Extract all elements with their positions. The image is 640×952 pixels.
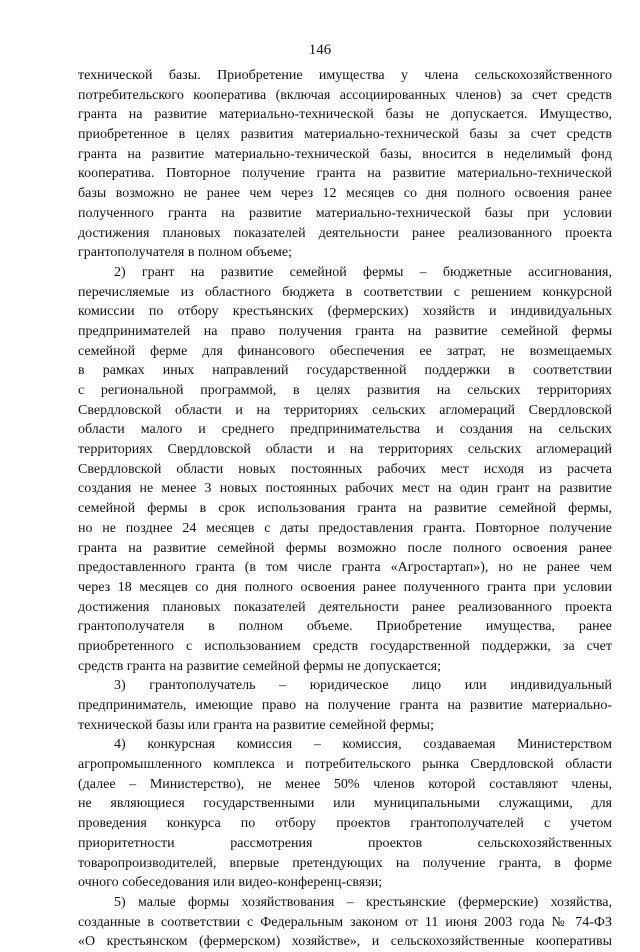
- text-line: не являющиеся государственными или муниципальными служащими, для: [78, 796, 612, 812]
- body-text: [78, 66, 612, 952]
- text-line: грантополучателя в полном объеме. Приобретение имущества, ранее: [78, 619, 612, 635]
- text-line: гранта на развитие семейной фермы возможно после полного освоения ранее: [78, 540, 612, 556]
- text-line: технической базы. Приобретение имущества у члена сельскохозяйственного: [78, 68, 612, 83]
- text-line: товаропроизводителей, впервые претендующих на получение гранта, в форме: [78, 855, 612, 871]
- text-line: приобретенное в целях развития материально-технической базы за счет средств: [78, 127, 612, 143]
- text-line: семейной фермы в срок использования гранта на развитие семейной фермы,: [78, 501, 612, 517]
- text-line: территориях Свердловской области и на территориях сельских агломераций: [78, 442, 612, 458]
- text-line: в рамках иных направлений государственной поддержки в соответствии: [78, 363, 612, 379]
- text-line: грантополучателя в полном объеме;: [78, 245, 293, 261]
- text-line: «О крестьянском (фермерском) хозяйстве», и сельскохозяйственные кооперативы: [78, 934, 612, 950]
- text-line: гранта на развитие материально-технической базы не допускается. Имущество,: [78, 107, 612, 123]
- text-line: агропромышленного комплекса и потребительского рынка Свердловской области: [78, 757, 612, 773]
- text-line: кооператива. Повторное получение гранта на развитие материально-технической: [78, 166, 612, 182]
- text-line: перечисляемые из областного бюджета в соответствии с решением конкурсной: [78, 284, 612, 300]
- text-line: Свердловской области новых постоянных рабочих мест исходя из расчета: [78, 461, 612, 477]
- text-line: достижения плановых показателей деятельности ранее реализованного проекта: [78, 225, 612, 241]
- text-line: приобретенного с использованием средств государственной поддержки, за счет: [78, 638, 612, 654]
- text-line: гранта на развитие материально-технической базы, вносится в неделимый фонд: [78, 146, 612, 162]
- text-line: предоставленного гранта (в том числе гранта «Агростартап»), но не ранее чем: [78, 560, 612, 576]
- text-line: очного собеседования или видео-конференц-связи;: [78, 875, 383, 891]
- text-line: приоритетности рассмотрения проектов сельскохозяйственных: [78, 835, 612, 851]
- text-line: Свердловской области и на территориях сельских агломераций Свердловской: [78, 402, 612, 418]
- text-line: комиссии по отбору крестьянских (фермерских) хозяйств и индивидуальных: [78, 304, 612, 320]
- text-line: семейной ферме для финансового обеспечения ее затрат, не возмещаемых: [78, 343, 612, 359]
- text-line: через 18 месяцев со дня полного освоения ранее полученного гранта при условии: [78, 579, 612, 595]
- text-line: созданные в соответствии с Федеральным законом от 11 июня 2003 года № 74-ФЗ: [78, 914, 612, 930]
- text-line: создания не менее 3 новых постоянных рабочих мест на один грант на развитие: [78, 481, 612, 497]
- text-line: проведения конкурса по отбору проектов грантополучателей с учетом: [78, 816, 612, 832]
- page-number: 146: [308, 42, 332, 58]
- text-line: 5) малые формы хозяйствования – крестьянские (фермерские) хозяйства,: [114, 894, 612, 910]
- text-line: средств гранта на развитие семейной фермы не допускается;: [78, 658, 442, 674]
- text-line: 2) грант на развитие семейной фермы – бюджетные ассигнования,: [114, 264, 612, 280]
- text-line: с региональной программой, в целях развития на сельских территориях: [78, 383, 612, 398]
- text-line: предприниматель, имеющие право на получение гранта на развитие материально-: [78, 698, 612, 713]
- text-line: базы возможно не ранее чем через 12 месяцев со дня полного освоения ранее: [78, 186, 612, 202]
- text-line: технической базы или гранта на развитие семейной фермы;: [78, 717, 434, 733]
- text-line: 4) конкурсная комиссия – комиссия, создаваемая Министерством: [114, 737, 612, 753]
- text-line: области малого и среднего предпринимательства и создания на сельских: [78, 422, 612, 438]
- text-line: предпринимателей на право получения гранта на развитие семейной фермы: [78, 323, 612, 339]
- text-line: потребительского кооператива (включая ассоциированных членов) за счет средств: [78, 87, 612, 103]
- text-line: полученного гранта на развитие материально-технической базы при условии: [78, 205, 612, 221]
- text-line: 3) грантополучатель – юридическое лицо или индивидуальный: [114, 678, 612, 694]
- text-line: (далее – Министерство), не менее 50% членов которой составляют члены,: [78, 776, 612, 792]
- text-line: но не позднее 24 месяцев с даты предоставления гранта. Повторное получение: [78, 520, 612, 536]
- text-line: достижения плановых показателей деятельности ранее реализованного проекта: [78, 599, 612, 615]
